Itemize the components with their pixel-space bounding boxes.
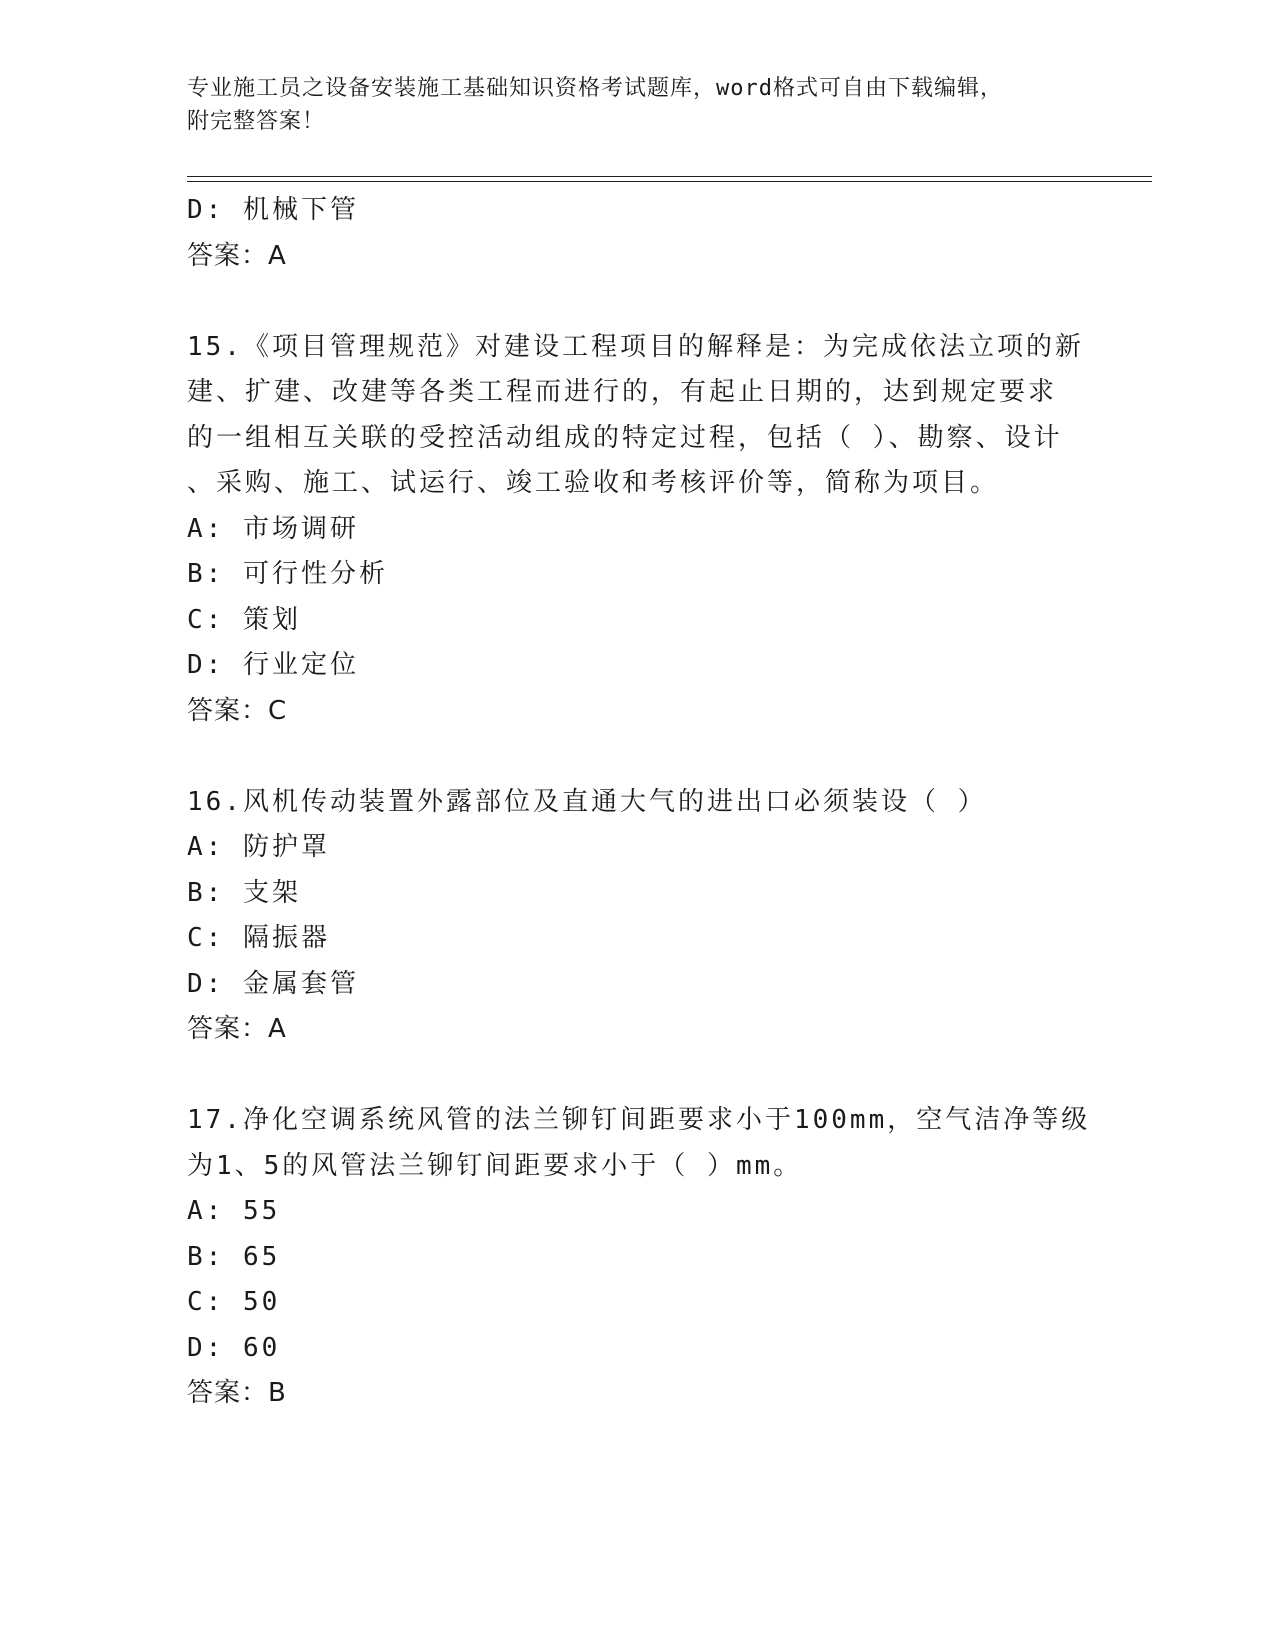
previous-question-tail — [187, 188, 1087, 279]
spacer — [187, 279, 1087, 325]
option-a: A: 防护罩 — [187, 832, 330, 862]
option-c: C: 策划 — [187, 604, 301, 635]
answer-line: 答案：A — [187, 1014, 287, 1044]
option-c: C: 50 — [187, 1287, 281, 1317]
question-stem-line: 为1、5的风管法兰铆钉间距要求小于（ ）mm。 — [187, 1150, 803, 1181]
question-stem-line: 、采购、施工、试运行、竣工验收和考核评价等，简称为项目。 — [187, 468, 1000, 498]
spacer — [187, 734, 1087, 780]
option-b: B: 65 — [187, 1241, 281, 1272]
question-stem-line: 建、扩建、改建等各类工程而进行的，有起止日期的，达到规定要求 — [187, 377, 1058, 407]
option-b: B: 支架 — [187, 877, 301, 908]
question-17 — [187, 1098, 1091, 1417]
option-c: C: 隔振器 — [187, 923, 330, 953]
question-stem-line: 16.风机传动装置外露部位及直通大气的进出口必须装设（ ） — [187, 786, 987, 817]
answer-line: 答案：B — [187, 1378, 287, 1408]
question-16 — [187, 780, 1087, 1053]
option-a: A: 市场调研 — [187, 513, 359, 544]
option-d: D: 金属套管 — [187, 968, 359, 999]
answer-line: 答案：A — [187, 240, 287, 271]
question-stem-line: 17.净化空调系统风管的法兰铆钉间距要求小于100mm，空气洁净等级 — [187, 1105, 1091, 1135]
question-stem-line: 的一组相互关联的受控活动组成的特定过程，包括（ ）、勘察、设计 — [187, 422, 1063, 453]
option-b: B: 可行性分析 — [187, 559, 388, 589]
option-d: D: 60 — [187, 1332, 281, 1363]
header-divider-bottom — [187, 181, 1152, 182]
header-line-1: 专业施工员之设备安装施工基础知识资格考试题库，word格式可自由下载编辑， — [187, 76, 1003, 101]
header-line-2: 附完整答案！ — [187, 109, 326, 134]
answer-line: 答案：C — [187, 695, 288, 726]
document-body — [187, 188, 1091, 1417]
option-a: A: 55 — [187, 1196, 281, 1226]
question-stem-line: 15.《项目管理规范》对建设工程项目的解释是：为完成依法立项的新 — [187, 331, 1084, 362]
option-d: D: 机械下管 — [187, 195, 359, 225]
header-divider-top — [187, 176, 1152, 177]
document-header — [187, 72, 1087, 138]
option-d: D: 行业定位 — [187, 650, 359, 680]
question-15 — [187, 325, 1087, 735]
spacer — [187, 1053, 1087, 1099]
